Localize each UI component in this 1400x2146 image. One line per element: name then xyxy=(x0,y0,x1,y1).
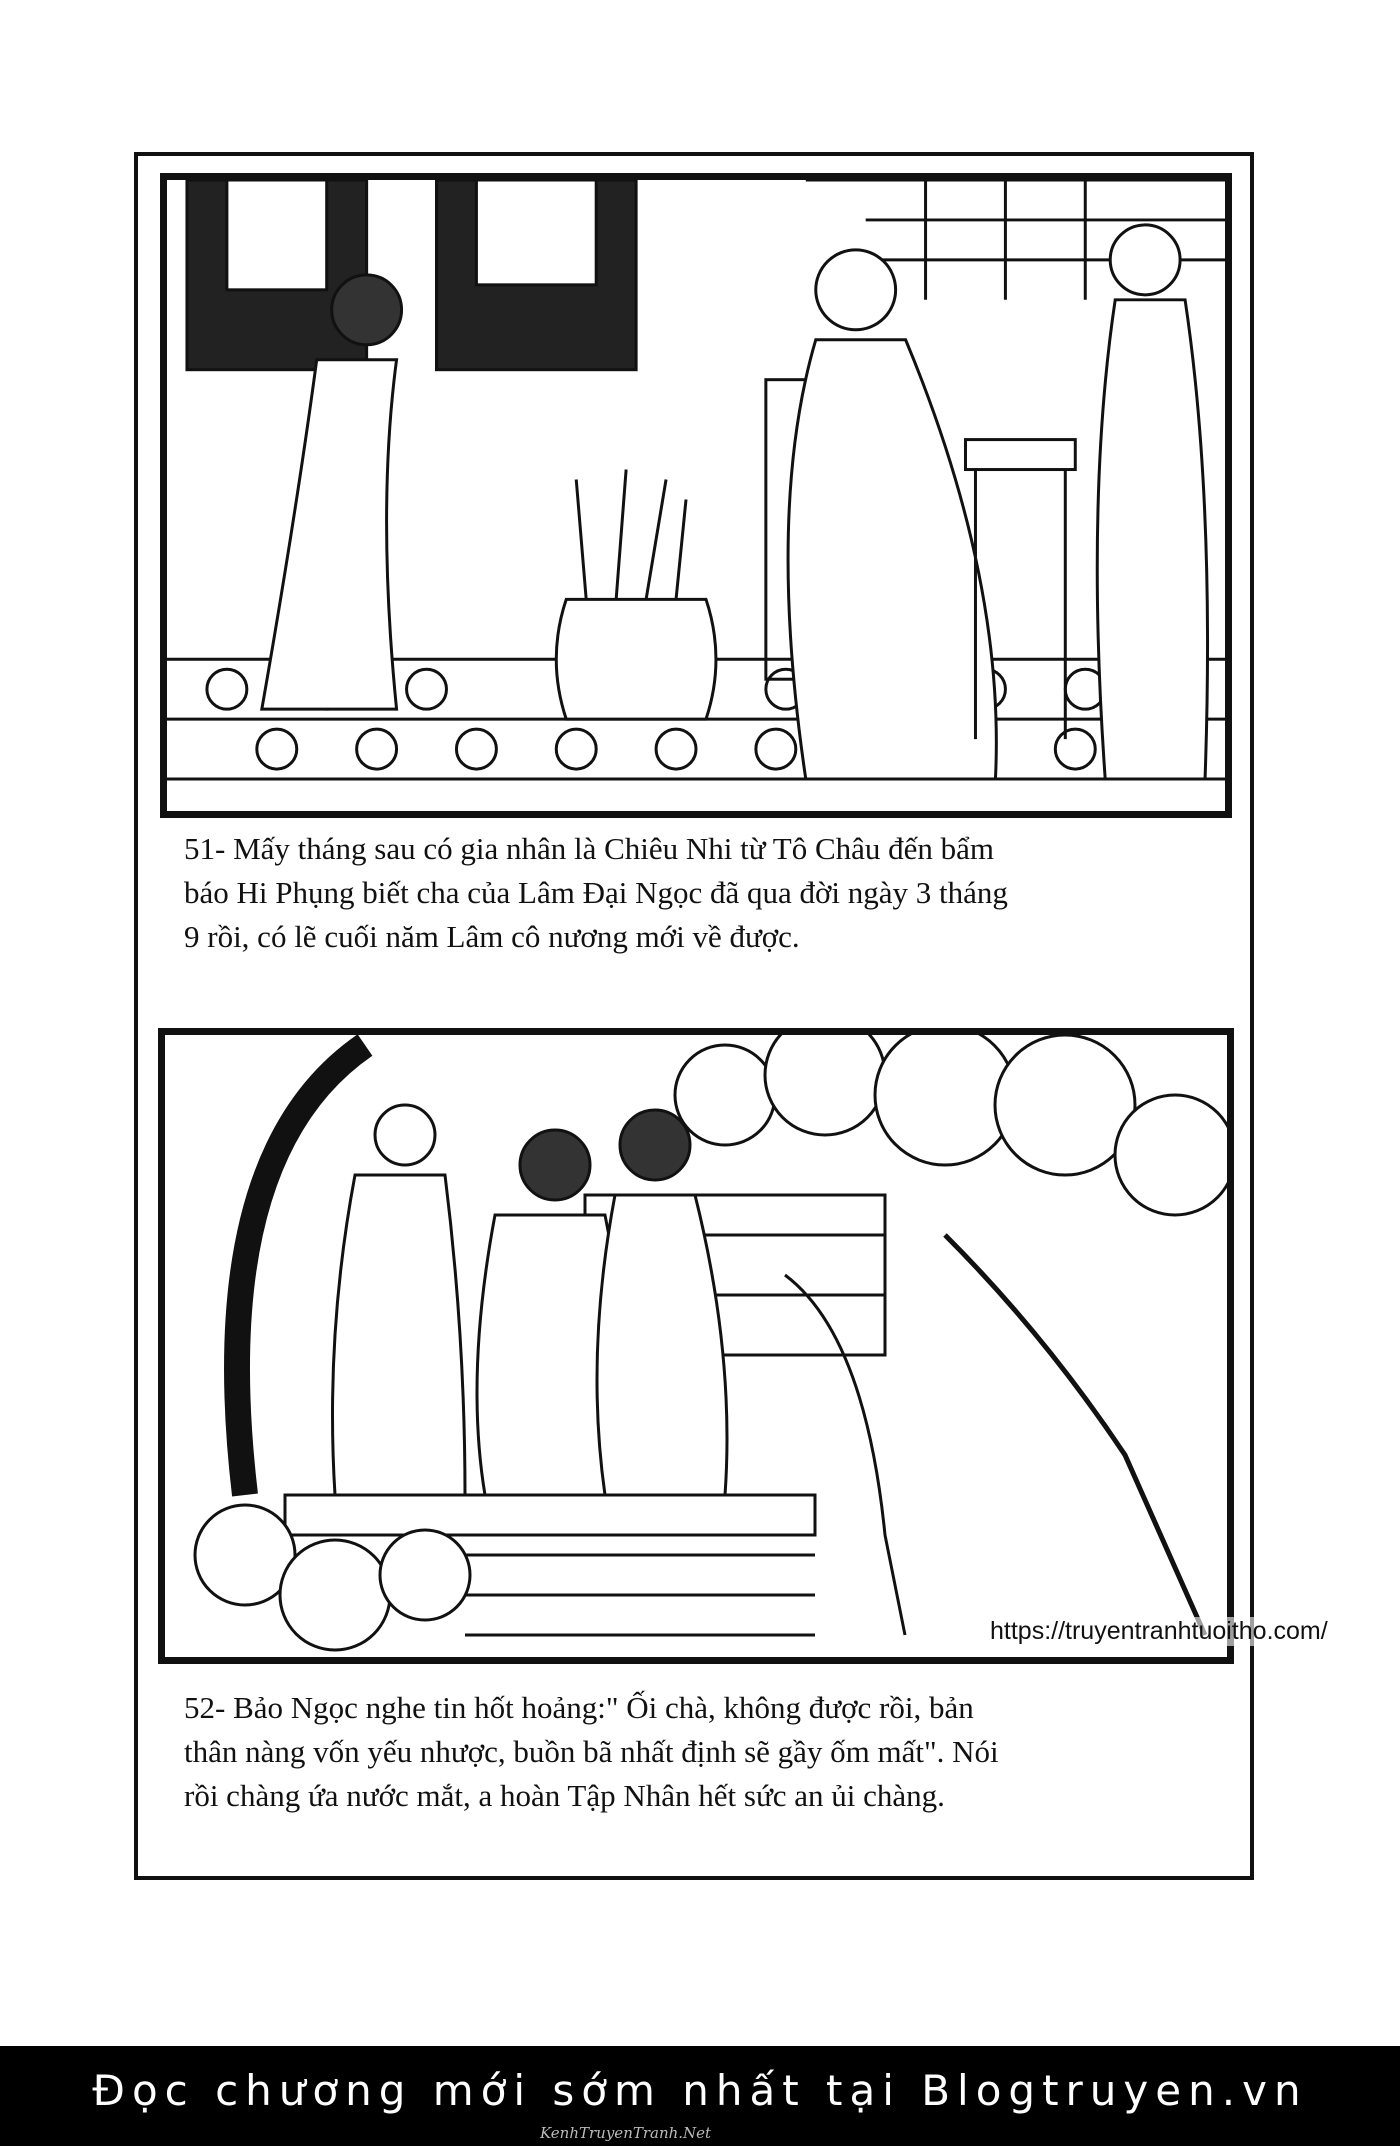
caption-51 xyxy=(184,827,1214,959)
caption-line: 51- Mấy tháng sau có gia nhân là Chiêu Nhi từ Tô Châu đến bẩm xyxy=(184,831,995,866)
caption-line: thân nàng vốn yếu nhược, buồn bã nhất định sẽ gầy ốm mất". Nói xyxy=(184,1734,999,1769)
footer-promo-text: Đọc chương mới sớm nhất tại Blogtruyen.vn xyxy=(92,2066,1308,2115)
comic-panel-51 xyxy=(160,173,1232,818)
caption-52 xyxy=(184,1686,1214,1818)
footer-watermark: KenhTruyenTranh.Net xyxy=(540,2124,712,2142)
caption-line: rồi chàng ứa nước mắt, a hoàn Tập Nhân hết sức an ủi chàng. xyxy=(184,1778,945,1813)
watermark-url: https://truyentranhtuoitho.com/ xyxy=(990,1617,1328,1645)
caption-line: 9 rồi, có lẽ cuối năm Lâm cô nương mới về được. xyxy=(184,919,800,954)
caption-line: 52- Bảo Ngọc nghe tin hốt hoảng:" Ối chà, không được rồi, bản xyxy=(184,1690,974,1725)
panel-52-illustration xyxy=(165,1035,1227,1657)
panel-51-illustration xyxy=(167,180,1225,811)
caption-line: báo Hi Phụng biết cha của Lâm Đại Ngọc đã qua đời ngày 3 tháng xyxy=(184,875,1008,910)
comic-panel-52 xyxy=(158,1028,1234,1664)
